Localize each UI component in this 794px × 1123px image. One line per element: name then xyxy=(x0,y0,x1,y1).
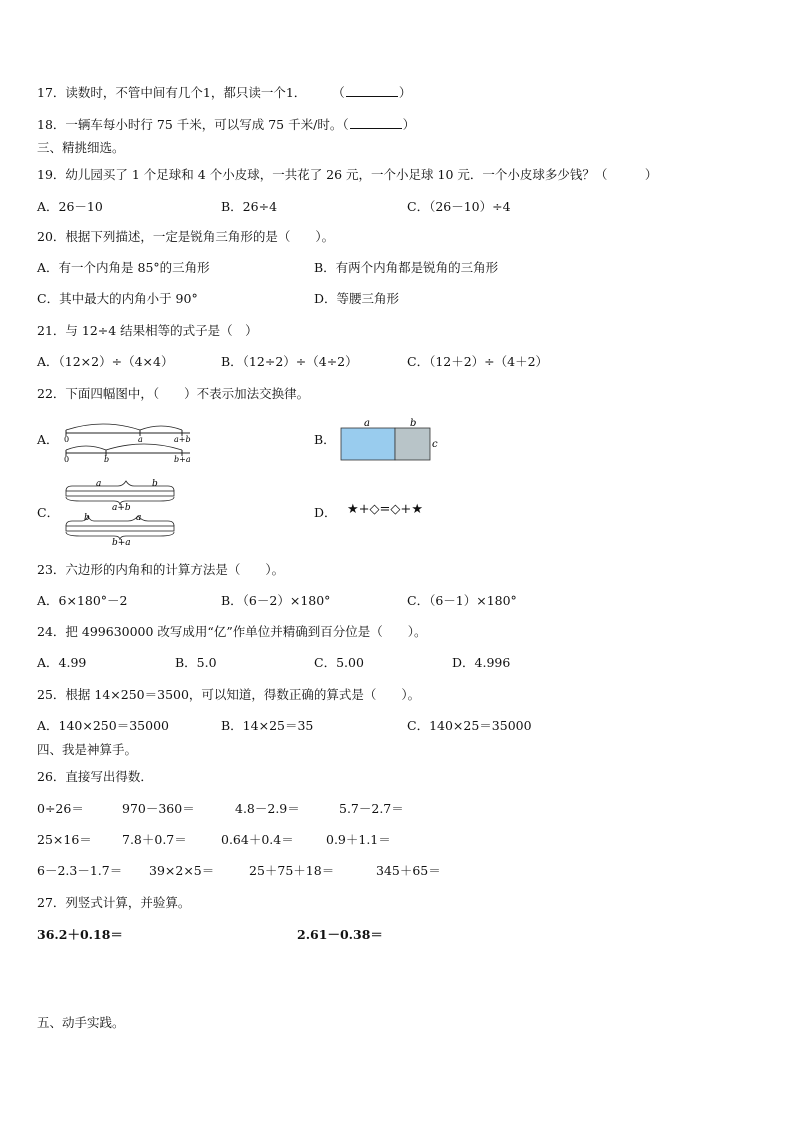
section-5-heading: 五、动手实践。 xyxy=(37,1015,125,1030)
section-3-heading: 三、精挑细选。 xyxy=(37,140,125,155)
q26-item[interactable]: 25×16＝ xyxy=(37,832,92,847)
question-17-text: 17．读数时，不管中间有几个1，都只读一个1． xyxy=(37,85,307,100)
q26-item[interactable]: 25＋75＋18＝ xyxy=(249,863,335,878)
q22-figure-c xyxy=(60,476,180,546)
q21-option-a[interactable]: A．（12×2）÷（4×4） xyxy=(37,354,174,369)
question-18-text: 18．一辆车每小时行 75 千米，可以写成 75 千米/时。 xyxy=(37,117,343,132)
question-19-text: 19．幼儿园买了 1 个足球和 4 个小皮球，一共花了 26 元，一个小足球 10 元．一个小皮球多少钱？（ ） xyxy=(37,167,658,182)
fig-c-apb: a+b xyxy=(112,503,131,513)
q19-option-a[interactable]: A．26－10 xyxy=(37,199,103,214)
fig-c-a: a xyxy=(96,479,102,489)
q26-item[interactable]: 5.7－2.7＝ xyxy=(339,801,404,816)
q20-option-b[interactable]: B．有两个内角都是锐角的三角形 xyxy=(314,260,499,275)
q22-figure-b xyxy=(336,416,446,464)
q20-option-c[interactable]: C．其中最大的内角小于 90° xyxy=(37,291,198,306)
fig-a-bpa: b+a xyxy=(174,455,191,464)
question-25-text: 25．根据 14×250＝3500，可以知道，得数正确的算式是（ ）。 xyxy=(37,687,421,702)
fig-b-a: a xyxy=(364,418,370,429)
q22-figure-a xyxy=(60,416,200,466)
section-4-heading: 四、我是神算手。 xyxy=(37,742,138,757)
question-21-text: 21．与 12÷4 结果相等的式子是（ ） xyxy=(37,323,258,338)
q27-item-2[interactable]: 2.61－0.38＝ xyxy=(297,927,383,942)
fig-a-zero-1: 0 xyxy=(64,435,70,444)
q26-item[interactable]: 4.8－2.9＝ xyxy=(235,801,300,816)
q27-item-1[interactable]: 36.2＋0.18＝ xyxy=(37,927,123,942)
q26-item[interactable]: 0.64＋0.4＝ xyxy=(221,832,294,847)
fig-c-a2: a xyxy=(136,513,142,523)
q20-option-a[interactable]: A．有一个内角是 85°的三角形 xyxy=(37,260,210,275)
q19-option-c[interactable]: C．（26－10）÷4 xyxy=(407,199,511,214)
q24-option-d[interactable]: D．4.996 xyxy=(452,655,511,670)
q26-item[interactable]: 6－2.3－1.7＝ xyxy=(37,863,123,878)
q25-option-a[interactable]: A．140×250＝35000 xyxy=(37,718,169,733)
q22-label-a[interactable]: A． xyxy=(37,432,59,447)
question-18: 18．一辆车每小时行 75 千米，可以写成 75 千米/时。（ ） xyxy=(37,117,416,132)
q25-option-c[interactable]: C．140×25＝35000 xyxy=(407,718,532,733)
q24-option-c[interactable]: C．5.00 xyxy=(314,655,364,670)
q21-option-c[interactable]: C．（12＋2）÷（4＋2） xyxy=(407,354,549,369)
fig-a-a: a xyxy=(138,435,143,444)
q22-label-b[interactable]: B． xyxy=(314,432,336,447)
q19-option-b[interactable]: B．26÷4 xyxy=(221,199,278,214)
q22-label-c[interactable]: C． xyxy=(37,505,60,520)
q26-item[interactable]: 7.8＋0.7＝ xyxy=(122,832,187,847)
answer-blank-17[interactable] xyxy=(346,84,398,97)
fig-a-zero-2: 0 xyxy=(64,455,70,464)
fig-b-c: c xyxy=(432,439,438,450)
q23-option-c[interactable]: C．（6－1）×180° xyxy=(407,593,517,608)
q26-item[interactable]: 0.9＋1.1＝ xyxy=(326,832,391,847)
q22-label-d[interactable]: D． xyxy=(314,505,337,520)
question-17: 17．读数时，不管中间有几个1，都只读一个1． （ ） xyxy=(37,85,412,100)
fig-c-b2: b xyxy=(84,513,90,523)
q25-option-b[interactable]: B．14×25＝35 xyxy=(221,718,314,733)
question-26-text: 26．直接写出得数． xyxy=(37,769,153,784)
q26-item[interactable]: 345＋65＝ xyxy=(376,863,441,878)
q24-option-a[interactable]: A．4.99 xyxy=(37,655,87,670)
question-24-text: 24．把 499630000 改写成用“亿”作单位并精确到百分位是（ ）。 xyxy=(37,624,427,639)
fig-b-b: b xyxy=(410,418,417,429)
fig-c-b: b xyxy=(152,479,158,489)
question-27-text: 27．列竖式计算，并验算。 xyxy=(37,895,191,910)
fig-a-apb: a+b xyxy=(174,435,191,444)
fig-c-bpa: b+a xyxy=(112,538,131,546)
q21-option-b[interactable]: B．（12÷2）÷（4÷2） xyxy=(221,354,358,369)
question-23-text: 23．六边形的内角和的计算方法是（ ）。 xyxy=(37,562,285,577)
q26-item[interactable]: 39×2×5＝ xyxy=(149,863,215,878)
fig-a-b: b xyxy=(104,455,110,464)
q26-item[interactable]: 0÷26＝ xyxy=(37,801,84,816)
question-22-text: 22．下面四幅图中，（ ）不表示加法交换律。 xyxy=(37,386,310,401)
q20-option-d[interactable]: D．等腰三角形 xyxy=(314,291,400,306)
answer-blank-18[interactable] xyxy=(350,116,402,129)
q26-item[interactable]: 970－360＝ xyxy=(122,801,195,816)
q23-option-a[interactable]: A．6×180°－2 xyxy=(37,593,128,608)
q23-option-b[interactable]: B．（6－2）×180° xyxy=(221,593,331,608)
q22-figure-d: ★+◇=◇+★ xyxy=(347,502,423,517)
question-20-text: 20．根据下列描述，一定是锐角三角形的是（ ）。 xyxy=(37,229,335,244)
q24-option-b[interactable]: B．5.0 xyxy=(175,655,217,670)
